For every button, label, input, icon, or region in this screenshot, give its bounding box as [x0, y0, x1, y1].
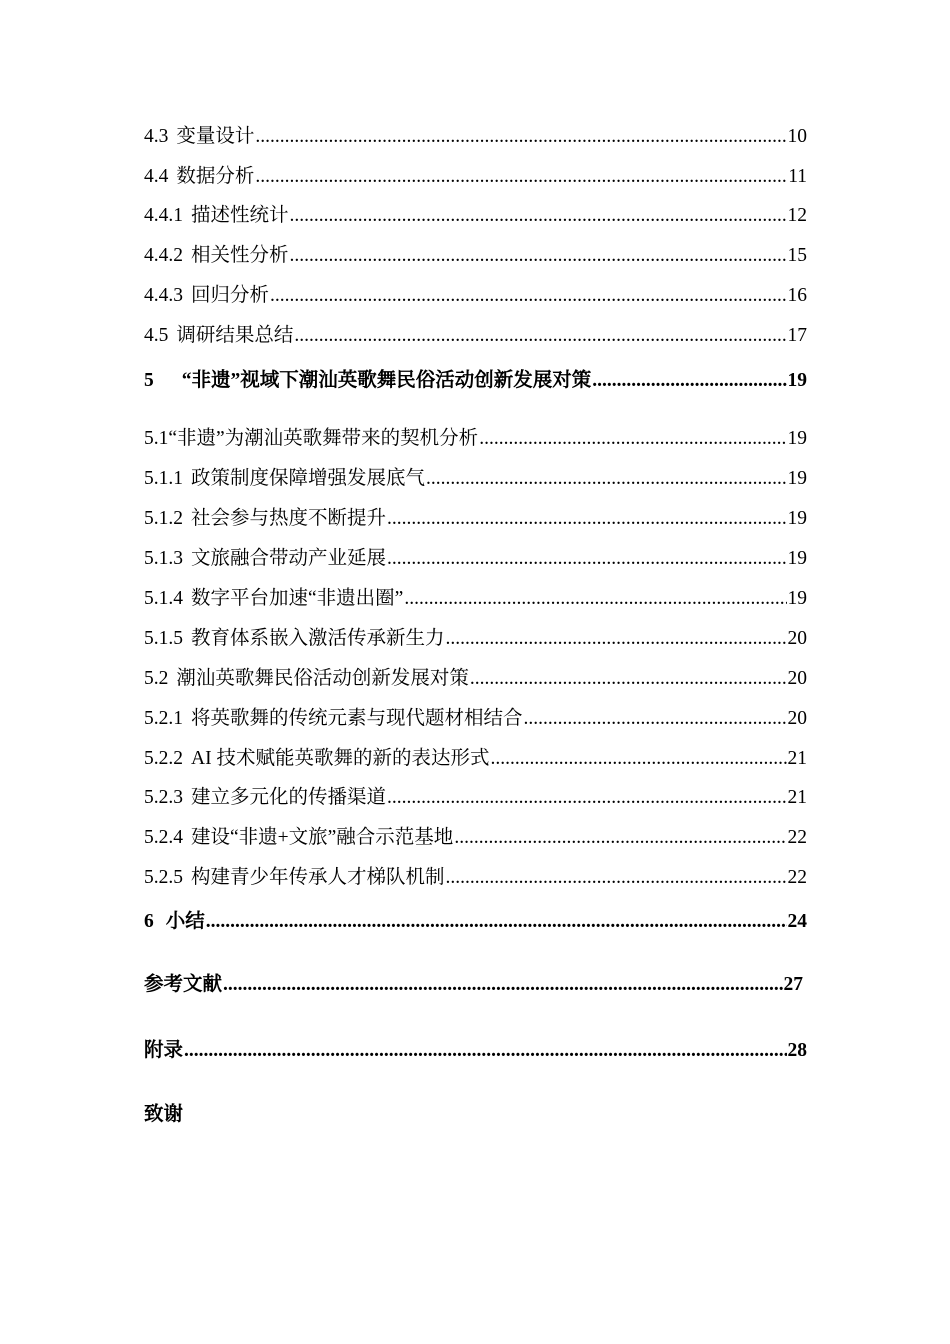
toc-entry-5-1-4: [144, 584, 807, 614]
leader-dots: [294, 321, 786, 351]
section-title: “非遗”为潮汕英歌舞带来的契机分析: [168, 428, 479, 449]
toc-entry-4-3: [144, 122, 807, 152]
leader-dots: [404, 584, 786, 614]
page-number: 28: [787, 1040, 807, 1061]
section-title: 数据分析: [176, 166, 255, 187]
section-title: 潮汕英歌舞民俗活动创新发展对策: [176, 668, 469, 689]
section-number: 5.1.4: [144, 588, 183, 609]
section-number: 5.2.2: [144, 748, 183, 769]
page-number: 24: [787, 911, 807, 932]
leader-dots: [524, 704, 787, 734]
section-number: 5.1.1: [144, 468, 183, 489]
section-title: 文旅融合带动产业延展: [191, 548, 387, 569]
section-title: 政策制度保障增强发展底气: [191, 468, 426, 489]
leader-dots: [387, 544, 786, 574]
section-title: 构建青少年传承人才梯队机制: [191, 867, 445, 888]
section-number: 5.1.5: [144, 628, 183, 649]
toc-entry-4-4-1: [144, 201, 807, 231]
section-number: 4.4.3: [144, 285, 183, 306]
toc-entry-chapter-6: [144, 907, 807, 937]
toc-entry-5-2-5: [144, 863, 807, 893]
page-number: 27: [783, 974, 803, 995]
page-number: 19: [787, 508, 807, 529]
page-number: 16: [787, 285, 807, 306]
page-number: 19: [787, 370, 807, 391]
section-number: 5.2: [144, 668, 169, 689]
leader-dots: [206, 907, 787, 937]
leader-dots: [255, 122, 786, 152]
toc-entry-acknowledgements: [144, 1100, 183, 1130]
section-title: 建设“非遗+文旅”融合示范基地: [191, 827, 454, 848]
page-number: 19: [787, 588, 807, 609]
section-title: 建立多元化的传播渠道: [191, 787, 387, 808]
section-title: 相关性分析: [191, 245, 289, 266]
toc-entry-references: [144, 970, 803, 1000]
leader-dots: [270, 281, 786, 311]
section-number: 5.2.5: [144, 867, 183, 888]
toc-entry-5-2-1: [144, 704, 807, 734]
section-title: 调研结果总结: [176, 325, 294, 346]
leader-dots: [290, 241, 787, 271]
section-number: 5.2.1: [144, 708, 183, 729]
section-title: AI 技术赋能英歌舞的新的表达形式: [191, 748, 490, 769]
page-number: 20: [787, 708, 807, 729]
section-title: 教育体系嵌入激活传承新生力: [191, 628, 445, 649]
leader-dots: [454, 823, 786, 853]
page-number: 10: [787, 126, 807, 147]
toc-entry-chapter-5: [144, 366, 807, 396]
section-number: 4.4: [144, 166, 169, 187]
chapter-title: 小结: [165, 911, 205, 932]
section-number: 5.1: [144, 428, 169, 449]
toc-entry-5-1-5: [144, 624, 807, 654]
toc-entry-4-4-2: [144, 241, 807, 271]
leader-dots: [479, 424, 786, 454]
page-number: 21: [787, 748, 807, 769]
leader-dots: [446, 624, 787, 654]
toc-entry-4-4-3: [144, 281, 807, 311]
leader-dots: [387, 504, 786, 534]
toc-entry-5-2: [144, 664, 807, 694]
leader-dots: [490, 744, 786, 774]
toc-entry-5-1-2: [144, 504, 807, 534]
page-number: 22: [787, 827, 807, 848]
page-number: 20: [787, 628, 807, 649]
section-title: 变量设计: [176, 126, 255, 147]
section-title: 将英歌舞的传统元素与现代题材相结合: [191, 708, 523, 729]
chapter-number: 5: [144, 370, 154, 391]
toc-entry-5-2-2: [144, 744, 807, 774]
section-number: 4.3: [144, 126, 169, 147]
leader-dots: [223, 970, 782, 1000]
leader-dots: [446, 863, 787, 893]
section-title: 回归分析: [191, 285, 270, 306]
leader-dots: [470, 664, 787, 694]
leader-dots: [426, 464, 786, 494]
chapter-title: 致谢: [144, 1104, 184, 1125]
toc-entry-5-1-1: [144, 464, 807, 494]
toc-entry-5-2-4: [144, 823, 807, 853]
page-number: 17: [787, 325, 807, 346]
section-number: 5.1.3: [144, 548, 183, 569]
section-number: 4.5: [144, 325, 169, 346]
section-title: 数字平台加速“非遗出圈”: [191, 588, 404, 609]
toc-entry-5-1-3: [144, 544, 807, 574]
section-title: 社会参与热度不断提升: [191, 508, 387, 529]
leader-dots: [387, 783, 786, 813]
page-number: 19: [787, 548, 807, 569]
page-number: 19: [787, 428, 807, 449]
chapter-title: “非遗”视域下潮汕英歌舞民俗活动创新发展对策: [181, 370, 592, 391]
leader-dots: [184, 1036, 786, 1066]
toc-entry-appendix: [144, 1036, 807, 1066]
leader-dots: [592, 366, 786, 396]
section-number: 4.4.2: [144, 245, 183, 266]
page-number: 22: [787, 867, 807, 888]
chapter-title: 附录: [144, 1040, 184, 1061]
chapter-title: 参考文献: [144, 974, 223, 995]
toc-entry-5-2-3: [144, 783, 807, 813]
section-number: 4.4.1: [144, 205, 183, 226]
section-number: 5.2.4: [144, 827, 183, 848]
section-number: 5.1.2: [144, 508, 183, 529]
toc-entry-5-1: [144, 424, 807, 454]
page-number: 12: [787, 205, 807, 226]
leader-dots: [255, 162, 787, 192]
leader-dots: [290, 201, 787, 231]
page-number: 20: [787, 668, 807, 689]
chapter-number: 6: [144, 911, 154, 932]
page-number: 11: [788, 166, 807, 187]
page-number: 15: [787, 245, 807, 266]
section-number: 5.2.3: [144, 787, 183, 808]
page-number: 19: [787, 468, 807, 489]
page-number: 21: [787, 787, 807, 808]
toc-entry-4-5: [144, 321, 807, 351]
toc-entry-4-4: [144, 162, 807, 192]
section-title: 描述性统计: [191, 205, 289, 226]
